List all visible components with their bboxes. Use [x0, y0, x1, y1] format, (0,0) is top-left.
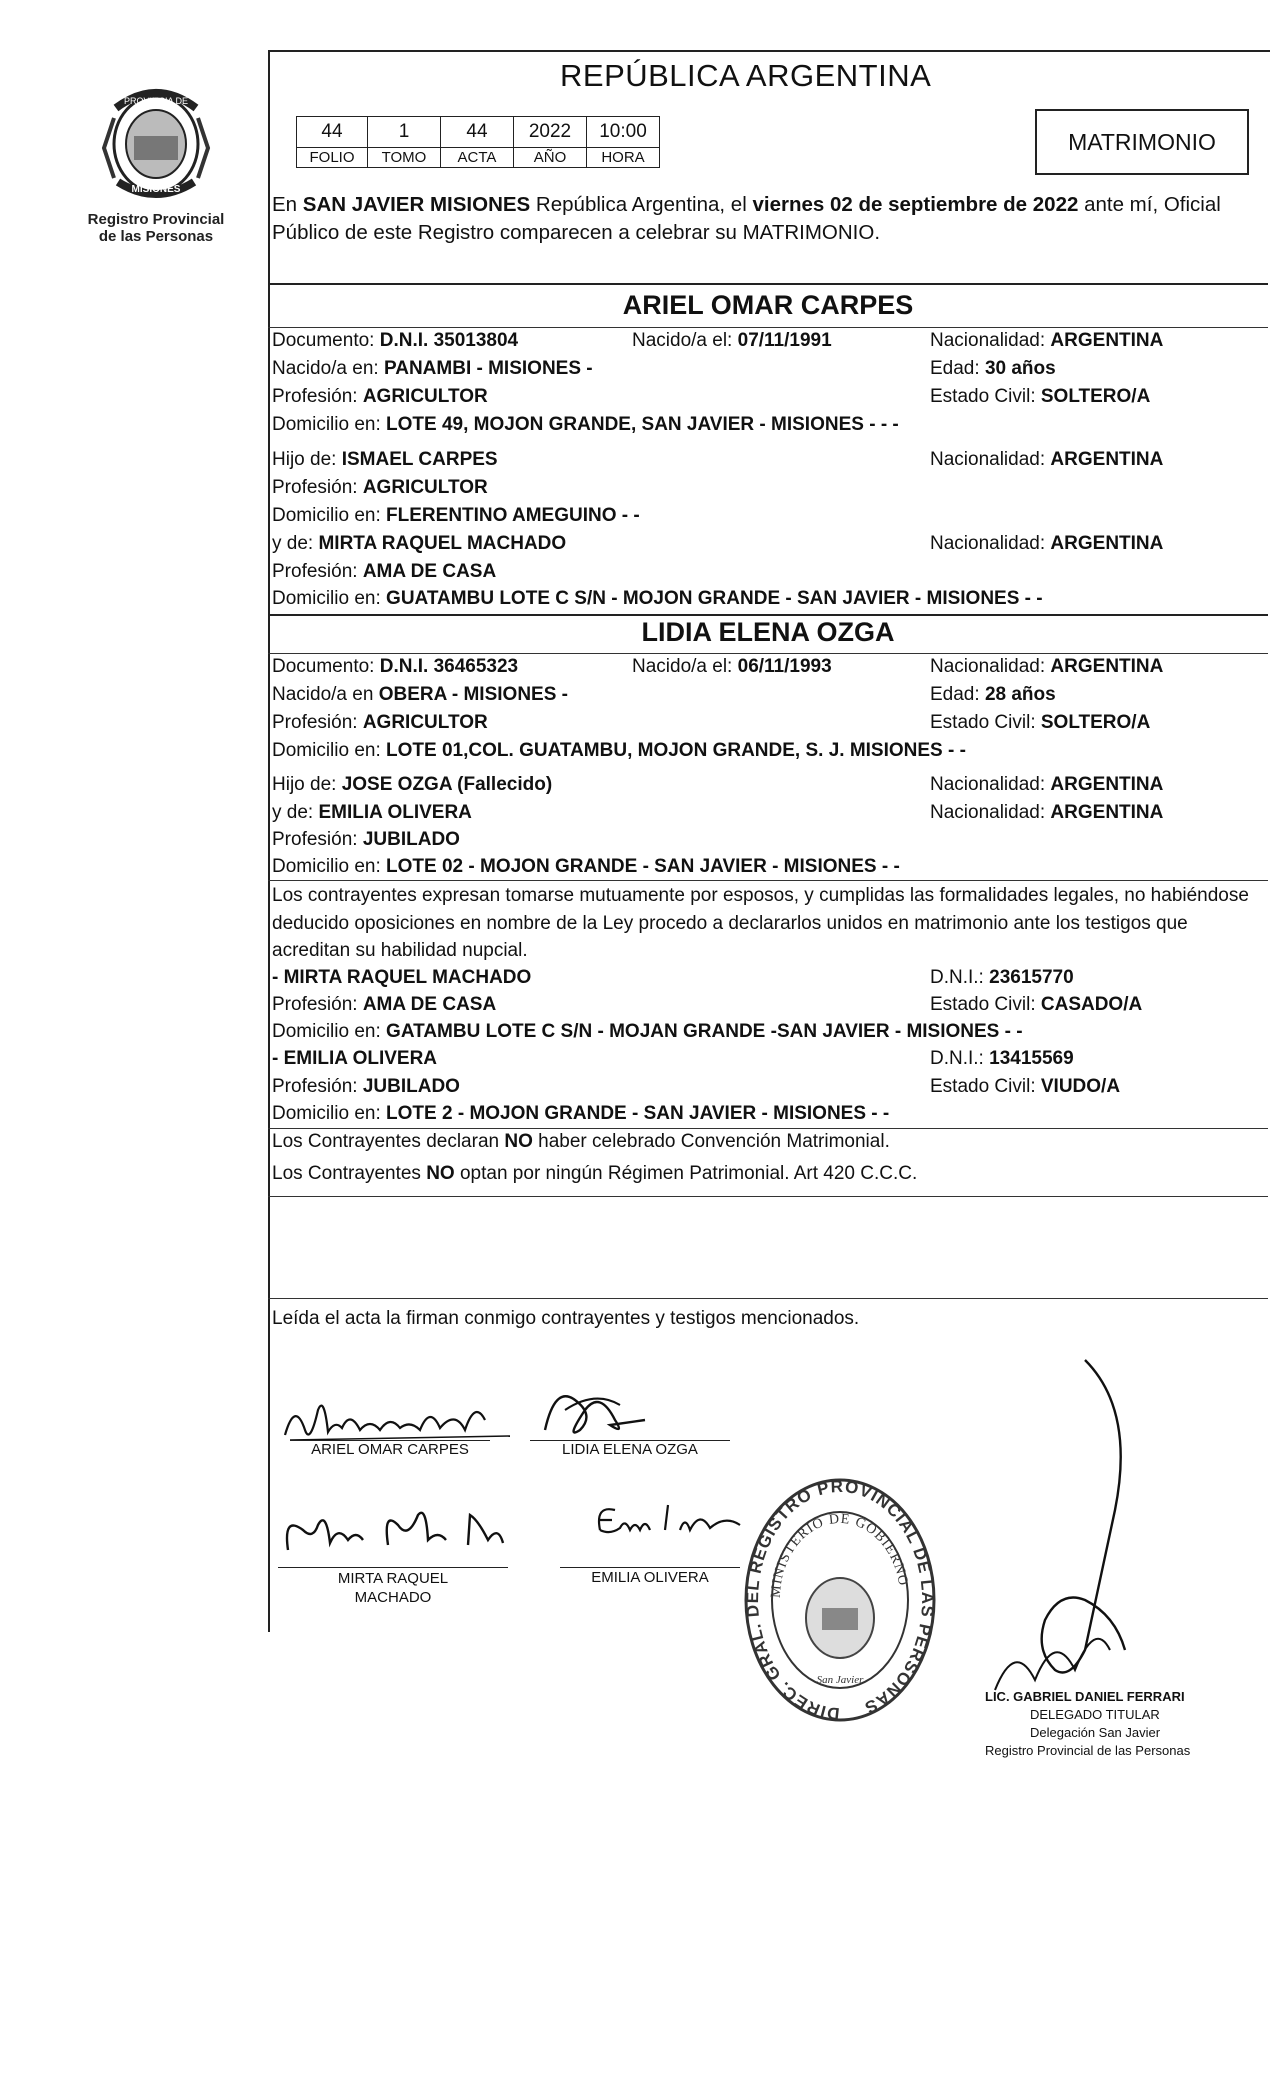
witness2-dni: D.N.I.: 13415569 [930, 1048, 1074, 1069]
spouse1-mother-address: Domicilio en: GUATAMBU LOTE C S/N - MOJON GRANDE - SAN JAVIER - MISIONES - - [272, 588, 1043, 609]
divider [268, 880, 1268, 881]
coat-of-arms-icon [96, 78, 216, 206]
spouse1-nationality: Nacionalidad: ARGENTINA [930, 330, 1164, 351]
note-convention: Los Contrayentes declaran NO haber celebrado Convención Matrimonial. [272, 1131, 890, 1152]
intro-place: SAN JAVIER MISIONES [302, 193, 531, 216]
spouse1-father-nationality: Nacionalidad: ARGENTINA [930, 449, 1164, 470]
witness2-name: - EMILIA OLIVERA [272, 1048, 438, 1069]
divider [268, 327, 1268, 328]
tomo-value: 1 [368, 117, 441, 148]
witness1-dni: D.N.I.: 23615770 [930, 967, 1074, 988]
seal-inner-text: MINISTERIO DE GOBIERNO [768, 1511, 911, 1599]
divider [268, 283, 1268, 285]
anio-value: 2022 [514, 117, 587, 148]
spouse1-father-profession: Profesión: AGRICULTOR [272, 477, 488, 498]
closing-text: Leída el acta la firman conmigo contrayentes y testigos mencionados. [272, 1308, 860, 1329]
signature-line [560, 1567, 740, 1568]
spouse2-father-nationality: Nacionalidad: ARGENTINA [930, 774, 1164, 795]
seal-place-text: San Javier [816, 1674, 864, 1686]
intro-text-1: En [272, 193, 303, 216]
witness1-name: - MIRTA RAQUEL MACHADO [272, 967, 532, 988]
folio-value: 44 [297, 117, 368, 148]
spouse2-address: Domicilio en: LOTE 01,COL. GUATAMBU, MOJON GRANDE, S. J. MISIONES - - [272, 740, 966, 761]
spouse1-address: Domicilio en: LOTE 49, MOJON GRANDE, SAN JAVIER - MISIONES - - - [272, 414, 899, 435]
spouse2-mother-profession: Profesión: JUBILADO [272, 829, 460, 850]
signature-name-mirta-1: MIRTA RAQUEL [337, 1570, 449, 1587]
logo-caption-1: Registro Provincial [87, 211, 225, 228]
divider [268, 614, 1268, 616]
intro-paragraph [272, 191, 1262, 247]
witness2-address: Domicilio en: LOTE 2 - MOJON GRANDE - SAN JAVIER - MISIONES - - [272, 1103, 890, 1124]
official-seal [740, 1478, 940, 1738]
intro-date: viernes 02 de septiembre de 2022 [752, 193, 1079, 216]
page-title: REPÚBLICA ARGENTINA [560, 58, 932, 93]
spouse1-mother-profession: Profesión: AMA DE CASA [272, 561, 497, 582]
logo-bottom-text: MISIONES [131, 184, 181, 195]
spouse2-age: Edad: 28 años [930, 684, 1056, 705]
spouse2-birthplace: Nacido/a en OBERA - MISIONES - [272, 684, 568, 705]
signature-lidia [525, 1380, 665, 1445]
intro-text-2: República Argentina, el [530, 193, 753, 216]
spouse2-name: LIDIA ELENA OZGA [641, 617, 895, 647]
official-signature-block [985, 1688, 1190, 1760]
signature-name-ariel: ARIEL OMAR CARPES [311, 1441, 469, 1458]
signature-name-lidia: LIDIA ELENA OZGA [562, 1441, 698, 1458]
declaration-paragraph: Los contrayentes expresan tomarse mutuamente por esposos, y cumplidas las formalidades legales, no habiéndose deducido oposiciones en nombre de la Ley procedo a declararlos unidos en matrimonio ante los testigos que acreditan su habilidad nupcial. [272, 885, 1249, 961]
signature-official [975, 1350, 1175, 1710]
witness2-civil-status: Estado Civil: VIUDO/A [930, 1076, 1121, 1097]
witness2-profession: Profesión: JUBILADO [272, 1076, 460, 1097]
record-table [296, 116, 660, 168]
spouse2-father: Hijo de: JOSE OZGA (Fallecido) [272, 774, 553, 795]
witness1-address: Domicilio en: GATAMBU LOTE C S/N - MOJAN GRANDE -SAN JAVIER - MISIONES - - [272, 1021, 1023, 1042]
spouse1-mother: y de: MIRTA RAQUEL MACHADO [272, 533, 567, 554]
spouse2-nationality: Nacionalidad: ARGENTINA [930, 656, 1164, 677]
hora-value: 10:00 [587, 117, 660, 148]
hora-label: HORA [587, 148, 660, 168]
spouse2-civil-status: Estado Civil: SOLTERO/A [930, 712, 1151, 733]
divider [268, 1196, 1268, 1197]
folio-label: FOLIO [297, 148, 368, 168]
acta-value: 44 [441, 117, 514, 148]
divider [268, 653, 1268, 654]
spouse1-civil-status: Estado Civil: SOLTERO/A [930, 386, 1151, 407]
witness1-profession: Profesión: AMA DE CASA [272, 994, 497, 1015]
signature-name-mirta-2: MACHADO [354, 1589, 432, 1606]
tomo-label: TOMO [368, 148, 441, 168]
spouse1-birthplace: Nacido/a en: PANAMBI - MISIONES - [272, 358, 593, 379]
spouse2-profession: Profesión: AGRICULTOR [272, 712, 488, 733]
acta-label: ACTA [441, 148, 514, 168]
note-regime: Los Contrayentes NO optan por ningún Régimen Patrimonial. Art 420 C.C.C. [272, 1163, 918, 1184]
official-role: DELEGADO TITULAR [1030, 1707, 1160, 1722]
spouse1-age: Edad: 30 años [930, 358, 1056, 379]
spouse1-mother-nationality: Nacionalidad: ARGENTINA [930, 533, 1164, 554]
signature-name-mirta [293, 1569, 493, 1607]
spouse2-mother-nationality: Nacionalidad: ARGENTINA [930, 802, 1164, 823]
act-type-box: MATRIMONIO [1035, 109, 1249, 175]
spouse1-birthdate: Nacido/a el: 07/11/1991 [632, 330, 832, 351]
official-office: Delegación San Javier [1030, 1725, 1161, 1740]
intro-text-3: ante mí, Oficial Público de este Registro comparecen a celebrar su MATRIMONIO. [272, 193, 1221, 244]
logo-caption-2: de las Personas [98, 228, 214, 245]
anio-label: AÑO [514, 148, 587, 168]
signature-name-emilia: EMILIA OLIVERA [591, 1569, 709, 1586]
spouse2-birthdate: Nacido/a el: 06/11/1993 [632, 656, 832, 677]
spouse1-father: Hijo de: ISMAEL CARPES [272, 449, 498, 470]
spouse1-profession: Profesión: AGRICULTOR [272, 386, 488, 407]
divider [268, 1298, 1268, 1299]
spouse1-father-address: Domicilio en: FLERENTINO AMEGUINO - - [272, 505, 640, 526]
divider [268, 1128, 1268, 1129]
signature-mirta [278, 1495, 538, 1565]
spouse2-mother: y de: EMILIA OLIVERA [272, 802, 472, 823]
spouse2-mother-address: Domicilio en: LOTE 02 - MOJON GRANDE - SAN JAVIER - MISIONES - - [272, 856, 900, 877]
spouse1-name: ARIEL OMAR CARPES [622, 290, 914, 320]
witness1-civil-status: Estado Civil: CASADO/A [930, 994, 1143, 1015]
official-name: LIC. GABRIEL DANIEL FERRARI [985, 1689, 1185, 1704]
spouse2-document: Documento: D.N.I. 36465323 [272, 656, 519, 677]
signature-line [278, 1567, 508, 1568]
seal-ring-text: DIREC. GRAL. DEL REGISTRO PROVINCIAL DE LAS PERSONAS [742, 1478, 938, 1724]
registry-logo [76, 78, 236, 245]
official-registry: Registro Provincial de las Personas [985, 1743, 1191, 1758]
spouse1-document: Documento: D.N.I. 35013804 [272, 330, 519, 351]
logo-top-text: PROVINCIA DE [123, 96, 189, 106]
